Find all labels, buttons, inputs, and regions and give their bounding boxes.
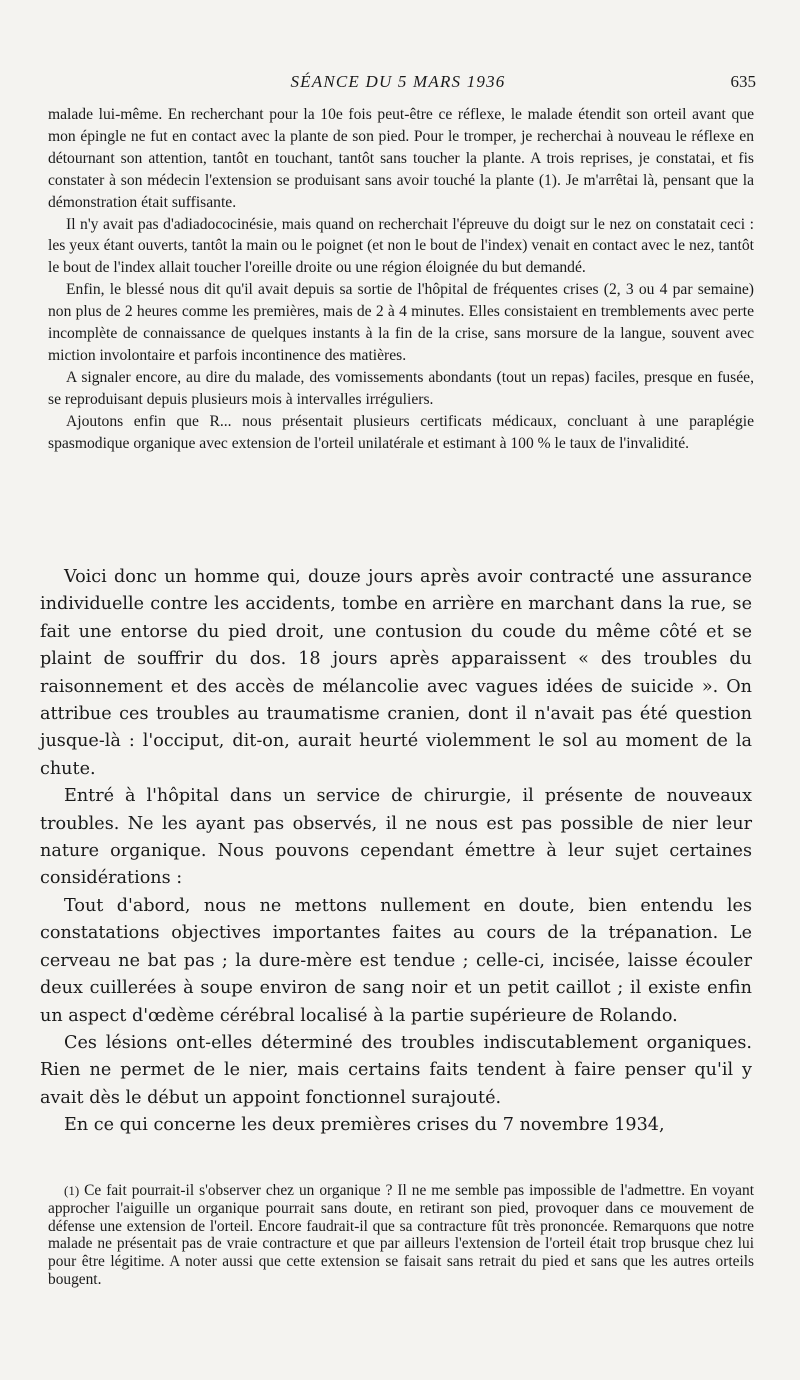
large-paragraph: Entré à l'hôpital dans un service de chirurgie, il présente de nouveaux troubles. Ne les ayant pas observés, il ne nous est pas possible de nier leur nature organique. Nous pouvons cependant émettre à leur sujet certaines considérations : [40, 786, 752, 889]
page-number: 635 [730, 72, 756, 91]
footnote [48, 1182, 754, 1289]
small-paragraph: Il n'y avait pas d'adiadococinésie, mais quand on recherchait l'épreuve du doigt sur le nez on constatait ceci : les yeux étant ouverts, tantôt la main ou le poignet (et non le bout de l'index) venait en contact avec le nez, tantôt le bout de l'index allait toucher l'oreille droite ou une région éloignée du but demandé. [48, 215, 754, 277]
body-small-text [48, 104, 754, 455]
large-paragraph: Voici donc un homme qui, douze jours après avoir contracté une assurance individuelle contre les accidents, tombe en arrière en marchant dans la rue, se fait une entorse du pied droit, une contusion du coude du même côté et se plaint de souffrir du dos. 18 jours après apparaissent « des troubles du raisonnement et des accès de mélancolie avec vagues idées de suicide ». On attribue ces troubles au traumatisme cranien, dont il n'avait pas été question jusque-là : l'occiput, dit-on, aurait heurté violemment le sol au moment de la chute. [40, 567, 752, 779]
footnote-paragraph [48, 1182, 754, 1289]
small-paragraph: malade lui-même. En recherchant pour la 10e fois peut-être ce réflexe, le malade étendit son orteil avant que mon épingle ne fut en contact avec la plante de son pied. Pour le tromper, je recherchai à nouveau le réflexe en détournant son attention, tantôt en touchant, tantôt sans toucher la plante. A trois reprises, je constatai, et fis constater à son médecin l'extension se produisant sans avoir touché la plante (1). Je m'arrêtai là, pensant que la démonstration était suffisante. [48, 106, 754, 211]
large-paragraph: Ces lésions ont-elles déterminé des troubles indiscutablement organiques. Rien ne permet de le nier, mais certains faits tendent à faire penser qu'il y avait dès le début un appoint fonctionnel surajouté. [40, 1032, 752, 1108]
large-paragraph: Tout d'abord, nous ne mettons nullement en doute, bien entendu les constatations objectives importantes faites au cours de la trépanation. Le cerveau ne bat pas ; la dure-mère est tendue ; celle-ci, incisée, laisse écouler deux cuillerées à soupe environ de sang noir et un petit caillot ; il existe enfin un aspect d'œdème cérébral localisé à la partie supérieure de Rolando. [40, 895, 752, 1026]
footnote-text: Ce fait pourrait-il s'observer chez un organique ? Il ne me semble pas impossible de l'admettre. En voyant approcher l'aiguille un organique pourrait sans doute, en retirant son pied, provoquer dans ce mouvement de défense une extension de l'orteil. Encore faudrait-il que sa contracture fût très prononcée. Remarquons que notre malade ne présentait pas de vraie contracture et que par ailleurs l'extension de l'orteil était trop brusque chez lui pour être légitime. A noter aussi que cette extension se faisait sans retrait du pied et sans que les autres orteils bougent. [48, 1182, 754, 1288]
large-paragraph: En ce qui concerne les deux premières crises du 7 novembre 1934, [64, 1115, 665, 1136]
body-large-text [40, 564, 752, 1140]
small-paragraph: A signaler encore, au dire du malade, des vomissements abondants (tout un repas) faciles, presque en fusée, se reproduisant depuis plusieurs mois à intervalles irréguliers. [48, 368, 754, 408]
running-title: SÉANCE DU 5 MARS 1936 [290, 72, 506, 91]
small-paragraph: Ajoutons enfin que R... nous présentait plusieurs certificats médicaux, concluant à une paraplégie spasmodique organique avec extension de l'orteil unilatérale et estimant à 100 % le taux de l'invalidité. [48, 412, 754, 452]
footnote-marker: (1) [64, 1183, 80, 1198]
small-paragraph: Enfin, le blessé nous dit qu'il avait depuis sa sortie de l'hôpital de fréquentes crises (2, 3 ou 4 par semaine) non plus de 2 heures comme les premières, mais de 2 à 4 minutes. Elles consistaient en tremblements avec perte incomplète de connaissance de quelques instants à la fin de la crise, sans morsure de la langue, souvent avec miction involontaire et parfois incontinence des matières. [48, 281, 754, 364]
page-header [40, 72, 756, 96]
